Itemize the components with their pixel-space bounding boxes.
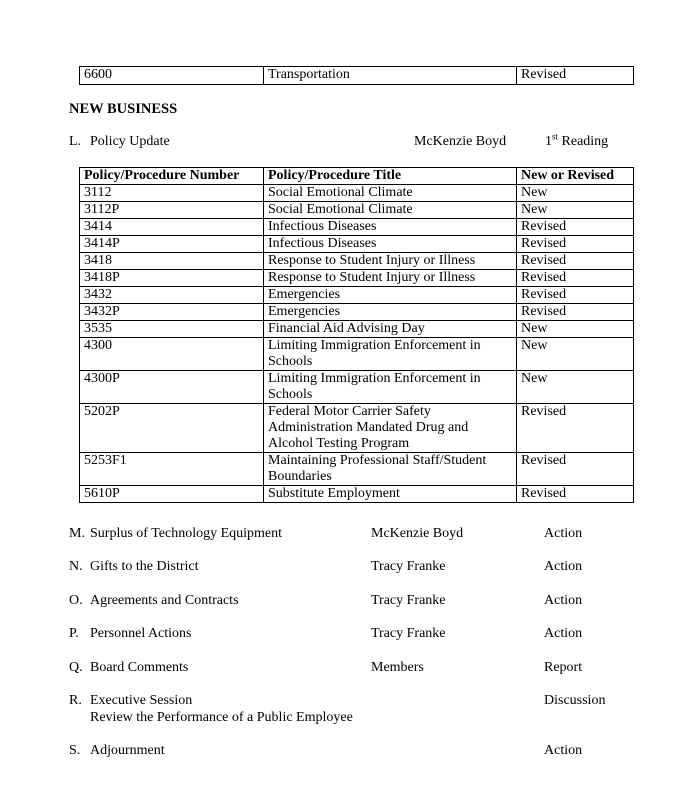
policy-title-cell: Emergencies (264, 287, 517, 304)
table-row (80, 202, 634, 219)
agenda-item-letter: O. (69, 593, 83, 608)
policy-title-cell: Social Emotional Climate (264, 185, 517, 202)
policy-title-cell: Federal Motor Carrier Safety Administration Mandated Drug and Alcohol Testing Program (264, 404, 517, 453)
agenda-item-presenter: McKenzie Boyd (371, 526, 464, 541)
reading-number: 1 (545, 134, 552, 149)
agenda-item-title: Surplus of Technology Equipment (90, 526, 283, 541)
policy-table-body (80, 185, 634, 503)
policy-update-table (79, 167, 634, 503)
agenda-item-letter: Q. (69, 660, 83, 675)
policy-number-cell: 5610P (80, 486, 264, 503)
table-row (80, 453, 634, 486)
agenda-item-subtitle: Review the Performance of a Public Employee (90, 710, 353, 725)
policy-status-cell: Revised (517, 253, 634, 270)
agenda-item-letter: N. (69, 559, 83, 574)
policy-status-cell: Revised (517, 486, 634, 503)
header-new-or-revised: New or Revised (517, 168, 634, 185)
item-l-reading (545, 131, 609, 150)
header-policy-title: Policy/Procedure Title (264, 168, 517, 185)
policy-title-cell: Emergencies (264, 304, 517, 321)
policy-number-cell: 3432P (80, 304, 264, 321)
policy-title-cell: Infectious Diseases (264, 236, 517, 253)
item-l-title: Policy Update (90, 134, 170, 149)
table-row (80, 270, 634, 287)
policy-title-cell: Response to Student Injury or Illness (264, 253, 517, 270)
policy-number-cell: 6600 (80, 67, 264, 85)
agenda-item-title: Executive Session (90, 693, 193, 708)
item-l-letter: L. (69, 134, 82, 149)
policy-status-cell: Revised (517, 270, 634, 287)
agenda-item-action: Report (544, 660, 583, 675)
policy-number-cell: 3414P (80, 236, 264, 253)
previous-policy-table-body (80, 67, 634, 85)
policy-status-cell: New (517, 202, 634, 219)
agenda-item-presenter: Tracy Franke (371, 593, 446, 608)
agenda-item-action: Action (544, 559, 583, 574)
policy-number-cell: 3432 (80, 287, 264, 304)
policy-title-cell: Infectious Diseases (264, 219, 517, 236)
policy-title-cell: Limiting Immigration Enforcement in Schools (264, 338, 517, 371)
previous-policy-table (79, 66, 634, 85)
agenda-item-action: Action (544, 626, 583, 641)
agenda-item-letter: P. (69, 626, 79, 641)
agenda-item-action: Action (544, 743, 583, 758)
table-row (80, 371, 634, 404)
table-row (80, 67, 634, 85)
policy-status-cell: Revised (517, 404, 634, 453)
agenda-item-title: Board Comments (90, 660, 189, 675)
table-row (80, 321, 634, 338)
policy-number-cell: 3414 (80, 219, 264, 236)
policy-number-cell: 4300 (80, 338, 264, 371)
policy-number-cell: 3535 (80, 321, 264, 338)
policy-number-cell: 5253F1 (80, 453, 264, 486)
agenda-item-title: Adjournment (90, 743, 165, 758)
policy-status-cell: Revised (517, 304, 634, 321)
policy-status-cell: New (517, 338, 634, 371)
policy-status-cell: Revised (517, 236, 634, 253)
policy-title-cell: Response to Student Injury or Illness (264, 270, 517, 287)
policy-number-cell: 3112P (80, 202, 264, 219)
table-row (80, 486, 634, 503)
agenda-item-presenter: Tracy Franke (371, 559, 446, 574)
new-business-heading: NEW BUSINESS (69, 101, 178, 117)
reading-ordinal-suffix: st (552, 131, 559, 142)
policy-title-cell: Social Emotional Climate (264, 202, 517, 219)
reading-label: Reading (558, 134, 609, 149)
agenda-item-presenter: Tracy Franke (371, 626, 446, 641)
policy-status-cell: Revised (517, 453, 634, 486)
header-policy-number: Policy/Procedure Number (80, 168, 264, 185)
table-row (80, 287, 634, 304)
policy-status-cell: New (517, 371, 634, 404)
policy-table-header-row (80, 168, 634, 185)
policy-status-cell: Revised (517, 67, 634, 85)
agenda-item-action: Discussion (544, 693, 606, 708)
table-row (80, 404, 634, 453)
agenda-item-letter: S. (69, 743, 81, 758)
item-l-presenter: McKenzie Boyd (414, 134, 507, 149)
policy-title-cell: Limiting Immigration Enforcement in Schools (264, 371, 517, 404)
policy-status-cell: Revised (517, 219, 634, 236)
table-row (80, 219, 634, 236)
policy-number-cell: 3418P (80, 270, 264, 287)
agenda-item-letter: M. (69, 526, 85, 541)
policy-title-cell: Transportation (264, 67, 517, 85)
policy-title-cell: Financial Aid Advising Day (264, 321, 517, 338)
policy-status-cell: Revised (517, 287, 634, 304)
policy-number-cell: 3112 (80, 185, 264, 202)
table-row (80, 304, 634, 321)
agenda-item-action: Action (544, 526, 583, 541)
agenda-item-title: Gifts to the District (90, 559, 199, 574)
table-row (80, 338, 634, 371)
table-row (80, 185, 634, 202)
policy-status-cell: New (517, 321, 634, 338)
table-row (80, 253, 634, 270)
policy-title-cell: Substitute Employment (264, 486, 517, 503)
agenda-item-action: Action (544, 593, 583, 608)
agenda-item-presenter: Members (371, 660, 424, 675)
agenda-item-letter: R. (69, 693, 82, 708)
policy-title-cell: Maintaining Professional Staff/Student Boundaries (264, 453, 517, 486)
policy-status-cell: New (517, 185, 634, 202)
policy-number-cell: 4300P (80, 371, 264, 404)
agenda-item-title: Personnel Actions (90, 626, 192, 641)
table-row (80, 236, 634, 253)
policy-number-cell: 5202P (80, 404, 264, 453)
policy-number-cell: 3418 (80, 253, 264, 270)
agenda-item-title: Agreements and Contracts (90, 593, 239, 608)
